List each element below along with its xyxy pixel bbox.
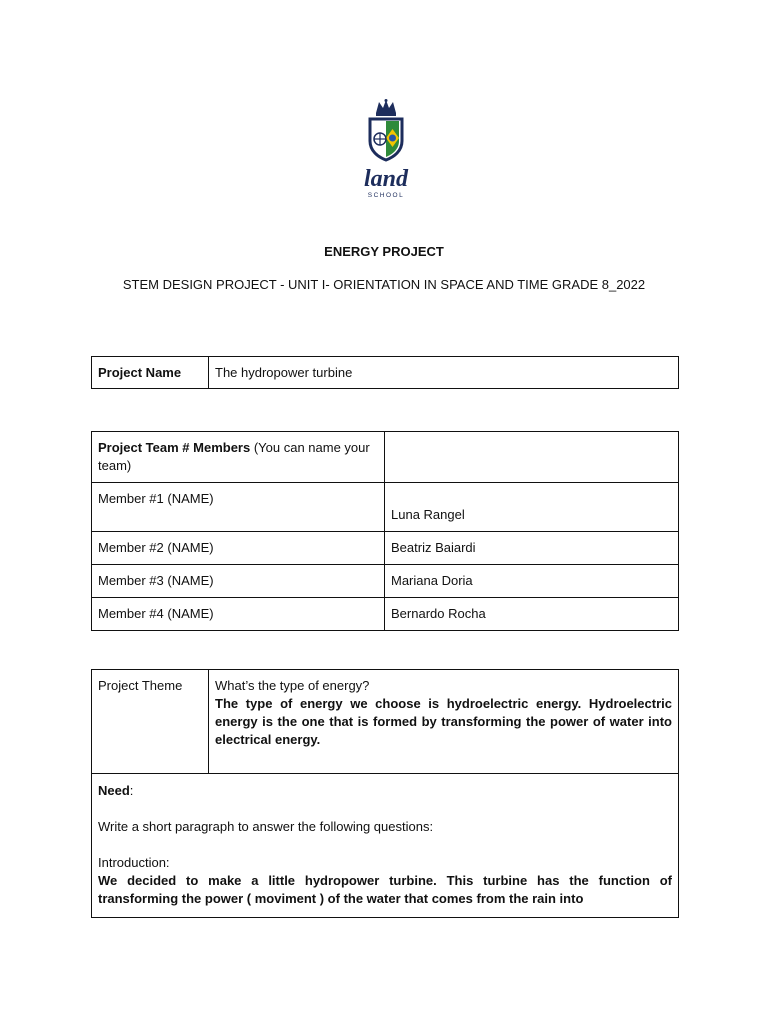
intro-text: We decided to make a little hydropower turbine. This turbine has the function of transforming the power ( moviment ) of the water that comes from the rain into bbox=[98, 873, 672, 906]
document-subtitle: STEM DESIGN PROJECT - UNIT I- ORIENTATION IN SPACE AND TIME GRADE 8_2022 bbox=[122, 277, 646, 292]
document-title: ENERGY PROJECT bbox=[324, 244, 444, 259]
project-name-table bbox=[91, 356, 679, 389]
intro-label: Introduction: bbox=[98, 855, 170, 870]
member-3-label: Member #3 (NAME) bbox=[92, 565, 385, 598]
project-name-value: The hydropower turbine bbox=[209, 357, 679, 389]
table-row bbox=[92, 774, 679, 918]
theme-question: What’s the type of energy? bbox=[215, 678, 370, 693]
project-theme-table bbox=[91, 669, 679, 918]
project-name-label: Project Name bbox=[92, 357, 209, 389]
school-logo bbox=[349, 99, 423, 201]
table-row bbox=[92, 670, 679, 774]
member-4-label: Member #4 (NAME) bbox=[92, 598, 385, 631]
team-members-table bbox=[91, 431, 679, 631]
table-row bbox=[92, 483, 679, 532]
member-3-name: Mariana Doria bbox=[385, 565, 679, 598]
table-row bbox=[92, 532, 679, 565]
project-theme-label: Project Theme bbox=[92, 670, 209, 774]
need-label: Need bbox=[98, 783, 130, 798]
table-row bbox=[92, 598, 679, 631]
table-row bbox=[92, 565, 679, 598]
theme-answer: The type of energy we choose is hydroelectric energy. Hydroelectric energy is the one that is formed by transforming the power of water into electrical energy. bbox=[215, 696, 672, 747]
svg-text:land: land bbox=[363, 166, 409, 192]
table-row bbox=[92, 432, 679, 483]
svg-text:SCHOOL: SCHOOL bbox=[367, 192, 405, 199]
team-header-note: (You can name your team) bbox=[98, 440, 370, 473]
table-row bbox=[92, 357, 679, 389]
team-header-cell bbox=[92, 432, 385, 483]
land-school-crest-icon bbox=[349, 99, 423, 201]
need-instruction: Write a short paragraph to answer the following questions: bbox=[98, 819, 434, 834]
need-section bbox=[92, 774, 679, 918]
member-2-name: Beatriz Baiardi bbox=[385, 532, 679, 565]
member-4-name: Bernardo Rocha bbox=[385, 598, 679, 631]
member-1-name: Luna Rangel bbox=[385, 483, 679, 532]
need-colon: : bbox=[129, 783, 134, 798]
member-2-label: Member #2 (NAME) bbox=[92, 532, 385, 565]
member-1-label: Member #1 (NAME) bbox=[92, 483, 385, 532]
project-theme-content bbox=[209, 670, 679, 774]
team-header-label: Project Team # Members bbox=[98, 440, 251, 455]
team-name-value bbox=[385, 432, 679, 483]
